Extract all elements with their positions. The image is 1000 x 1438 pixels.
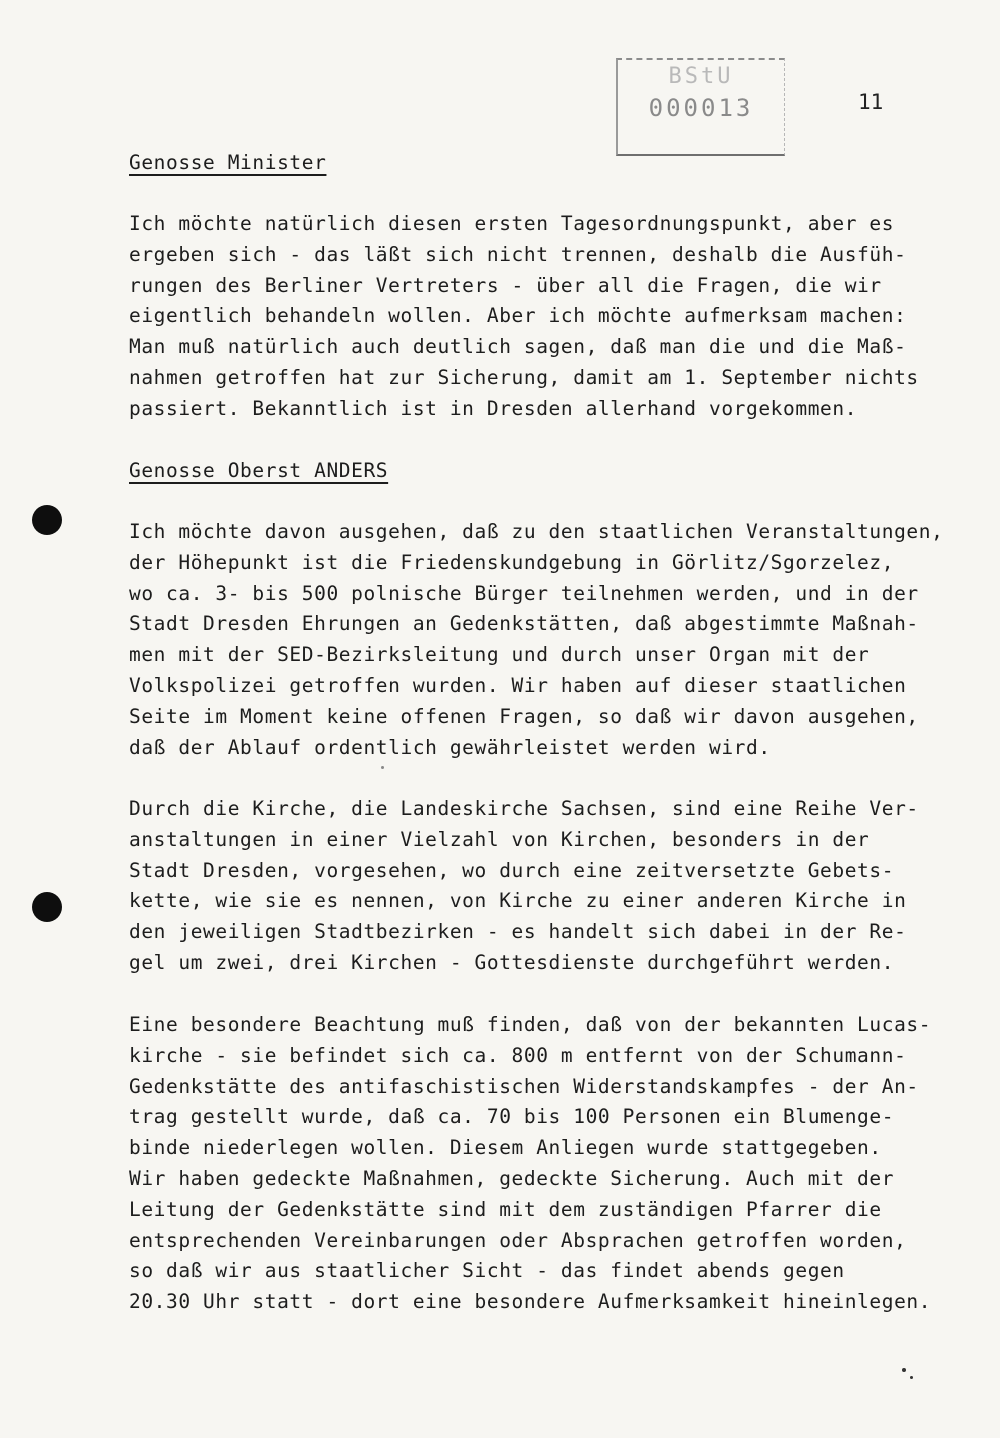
punch-hole-top [32, 505, 62, 535]
paper-speck [381, 766, 384, 769]
text-line: trag gestellt wurde, daß ca. 70 bis 100 Personen ein Blumenge- [129, 1105, 895, 1129]
text-line: gel um zwei, drei Kirchen - Gottesdienste durchgeführt werden. [129, 950, 895, 974]
text-line: wo ca. 3- bis 500 polnische Bürger teilnehmen werden, und in der [129, 581, 919, 605]
text-line: Ich möchte davon ausgehen, daß zu den staatlichen Veranstaltungen, [129, 520, 944, 543]
speaker-heading-anders: Genosse Oberst ANDERS [129, 459, 389, 482]
text-line: anstaltungen in einer Vielzahl von Kirchen, besonders in der [129, 827, 870, 851]
paragraph-anders-2 [129, 794, 949, 979]
paragraph-anders-3 [129, 1010, 949, 1318]
text-line: kette, wie sie es nennen, von Kirche zu einer anderen Kirche in [129, 889, 907, 913]
text-line: 20.30 Uhr statt - dort eine besondere Aufmerksamkeit hineinlegen. [129, 1290, 932, 1314]
text-line: Wir haben gedeckte Maßnahmen, gedeckte Sicherung. Auch mit der [129, 1166, 895, 1190]
stamp-number: 000013 [648, 94, 754, 122]
text-line: daß der Ablauf ordentlich gewährleistet werden wird. [129, 735, 771, 759]
paragraph-anders-1 [129, 517, 949, 763]
stamp-agency: BStU [668, 64, 734, 89]
punch-hole-bottom [32, 892, 62, 922]
speaker-heading-minister: Genosse Minister [129, 151, 327, 174]
text-line: Gedenkstätte des antifaschistischen Widerstandskampfes - der An- [129, 1074, 919, 1098]
text-line: den jeweiligen Stadtbezirken - es handelt sich dabei in der Re- [129, 920, 907, 944]
paragraph-minister [129, 209, 949, 425]
paper-speck [902, 1368, 906, 1372]
text-line: ergeben sich - das läßt sich nicht trennen, deshalb die Ausfüh- [129, 242, 907, 266]
text-line: Stadt Dresden, vorgesehen, wo durch eine zeitversetzte Gebets- [129, 858, 895, 882]
text-line: men mit der SED-Bezirksleitung und durch unser Organ mit der [129, 643, 870, 667]
text-line: kirche - sie befindet sich ca. 800 m entfernt von der Schumann- [129, 1043, 907, 1067]
text-line: rungen des Berliner Vertreters - über all die Fragen, die wir [129, 273, 882, 297]
text-line: Ich möchte natürlich diesen ersten Tagesordnungspunkt, aber es [129, 212, 895, 235]
text-line: eigentlich behandeln wollen. Aber ich möchte aufmerksam machen: [129, 304, 907, 328]
text-line: Stadt Dresden Ehrungen an Gedenkstätten, daß abgestimmte Maßnah- [129, 612, 919, 636]
text-line: Man muß natürlich auch deutlich sagen, daß man die und die Maß- [129, 335, 907, 359]
text-line: Durch die Kirche, die Landeskirche Sachsen, sind eine Reihe Ver- [129, 797, 919, 820]
text-line: passiert. Bekanntlich ist in Dresden allerhand vorgekommen. [129, 396, 858, 420]
text-line: Leitung der Gedenkstätte sind mit dem zuständigen Pfarrer die [129, 1197, 882, 1221]
text-line: Eine besondere Beachtung muß finden, daß von der bekannten Lucas- [129, 1013, 932, 1036]
text-line: binde niederlegen wollen. Diesem Anliegen wurde stattgegeben. [129, 1136, 882, 1160]
text-line: entsprechenden Vereinbarungen oder Absprachen getroffen worden, [129, 1228, 907, 1252]
text-line: nahmen getroffen hat zur Sicherung, damit am 1. September nichts [129, 365, 919, 389]
page-number: 11 [858, 90, 884, 114]
text-line: so daß wir aus staatlicher Sicht - das findet abends gegen [129, 1259, 845, 1283]
paper-speck [910, 1376, 913, 1379]
text-line: Seite im Moment keine offenen Fragen, so daß wir davon ausgehen, [129, 704, 919, 728]
text-line: Volkspolizei getroffen wurden. Wir haben auf dieser staatlichen [129, 673, 907, 697]
text-line: der Höhepunkt ist die Friedenskundgebung in Görlitz/Sgorzelez, [129, 550, 895, 574]
archive-stamp [616, 58, 785, 156]
